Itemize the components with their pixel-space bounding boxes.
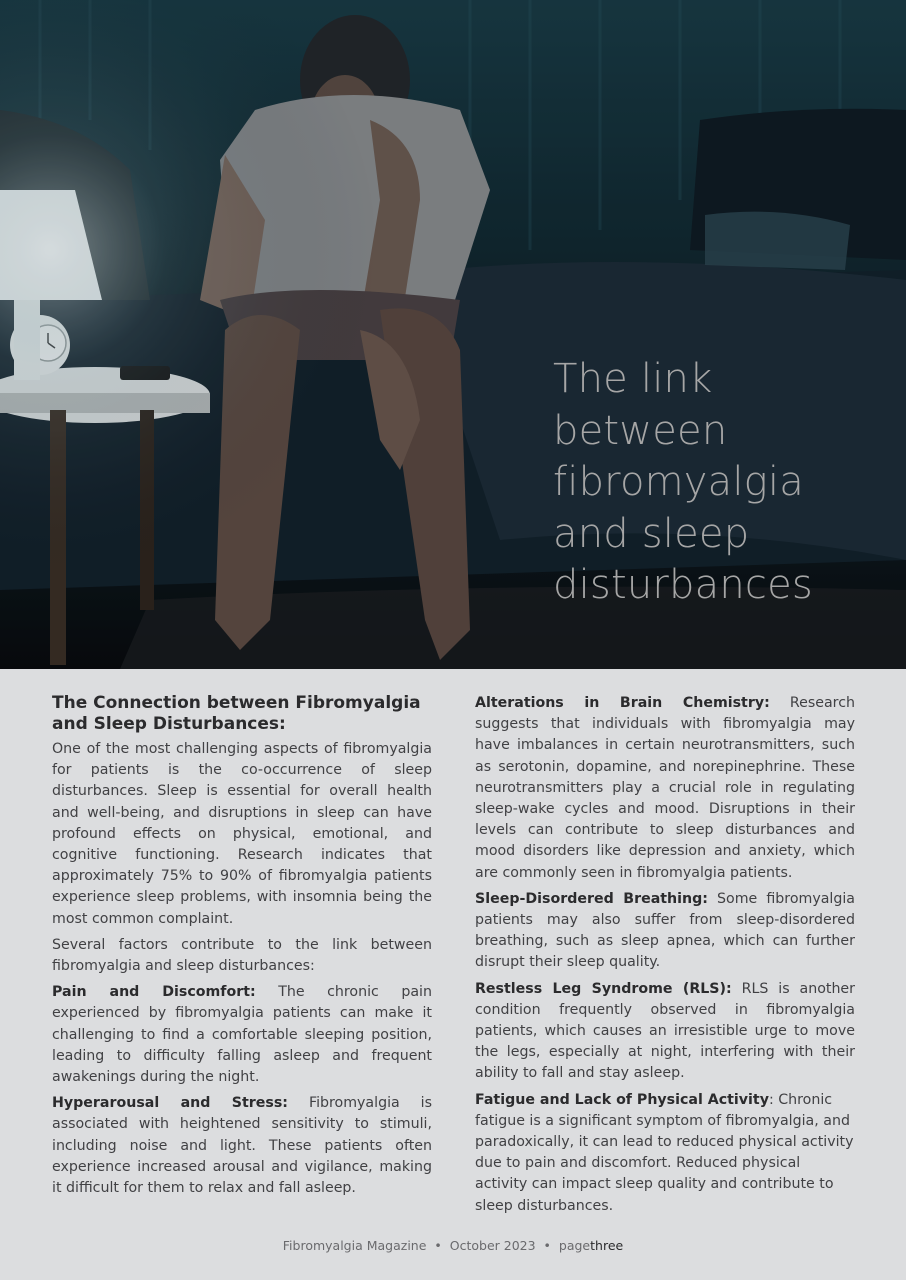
factor-lead: Restless Leg Syndrome (RLS):	[475, 980, 732, 997]
intro-paragraph: One of the most challenging aspects of fibromyalgia for patients is the co-occurrence of sleep disturbances. Sleep is essential for overall health and well-being, and disruptions in sleep can have profound effects on physical, emotional, and cognitive functioning. Research indicates that approximately 75% to 90% of fibromyalgia patients experience sleep problems, with insomnia being the most common complaint.	[52, 741, 432, 927]
factor-text: : Chronic fatigue is a significant symptom of fibromyalgia, and paradoxically, it can lead to reduced physical activity due to pain and discomfort. Reduced physical activity can impact sleep quality and contribute to sleep disturbances.	[475, 1091, 854, 1214]
hero-title-line: and sleep	[553, 510, 750, 557]
hero-title-line: fibromyalgia	[553, 459, 804, 505]
factor-paragraph-fatigue	[475, 1090, 855, 1217]
footer-bullet: •	[543, 1238, 551, 1253]
page-footer	[0, 1238, 906, 1253]
factor-lead: Hyperarousal and Stress:	[52, 1095, 288, 1112]
factor-text: Some fibromyalgia patients may also suffer from sleep-disordered breathing, such as sleep apnea, which can further disrupt their sleep quality.	[475, 890, 855, 971]
footer-page-word: three	[590, 1238, 624, 1253]
footer-issue: October 2023	[449, 1238, 536, 1253]
hero-title-line: disturbances	[553, 562, 813, 608]
footer-bullet: •	[434, 1238, 442, 1253]
factor-text: RLS is another condition frequently observed in fibromyalgia patients, which causes an irresistible urge to move the legs, especially at night, interfering with their ability to fall and stay asleep.	[475, 980, 855, 1082]
factor-lead: Pain and Discomfort:	[52, 984, 256, 1001]
factor-text: Fibromyalgia is associated with heightened sensitivity to stimuli, including noise and light. These patients often experience increased arousal and vigilance, making it difficult for them to relax and fall asleep.	[52, 1095, 432, 1197]
hero-title-line: between	[553, 407, 728, 454]
hero-title	[553, 354, 893, 612]
section-heading: The Connection between Fibromyalgia and Sleep Disturbances:	[52, 693, 421, 734]
factor-paragraph-brain-chemistry	[475, 693, 855, 884]
factor-text: The chronic pain experienced by fibromyalgia patients can make it challenging to find a comfortable sleeping position, leading to difficulty falling asleep and frequent awakenings during the night.	[52, 984, 432, 1086]
factor-paragraph-breathing	[475, 889, 855, 974]
article-column-right	[475, 693, 855, 1222]
factor-paragraph-pain	[52, 982, 432, 1088]
factor-lead: Fatigue and Lack of Physical Activity	[475, 1091, 769, 1108]
factor-paragraph-rls	[475, 979, 855, 1085]
hero-title-line: The link	[553, 356, 713, 402]
footer-magazine: Fibromyalgia Magazine	[282, 1238, 427, 1253]
article-column-left	[52, 693, 432, 1204]
footer-page-prefix: page	[558, 1238, 591, 1253]
factor-text: Research suggests that individuals with fibromyalgia may have imbalances in certain neurotransmitters, such as serotonin, dopamine, and norepinephrine. These neurotransmitters play a crucial role in regulating sleep-wake cycles and mood. Disruptions in their levels can contribute to sleep disturbances and mood disorders like depression and anxiety, which are commonly seen in fibromyalgia patients.	[475, 695, 855, 881]
factor-lead: Sleep-Disordered Breathing:	[475, 890, 708, 907]
factors-intro-paragraph: Several factors contribute to the link between fibromyalgia and sleep disturbances:	[52, 936, 432, 975]
footer-page-number	[559, 1238, 623, 1253]
factor-lead: Alterations in Brain Chemistry:	[475, 695, 770, 711]
factor-paragraph-hyperarousal	[52, 1093, 432, 1199]
